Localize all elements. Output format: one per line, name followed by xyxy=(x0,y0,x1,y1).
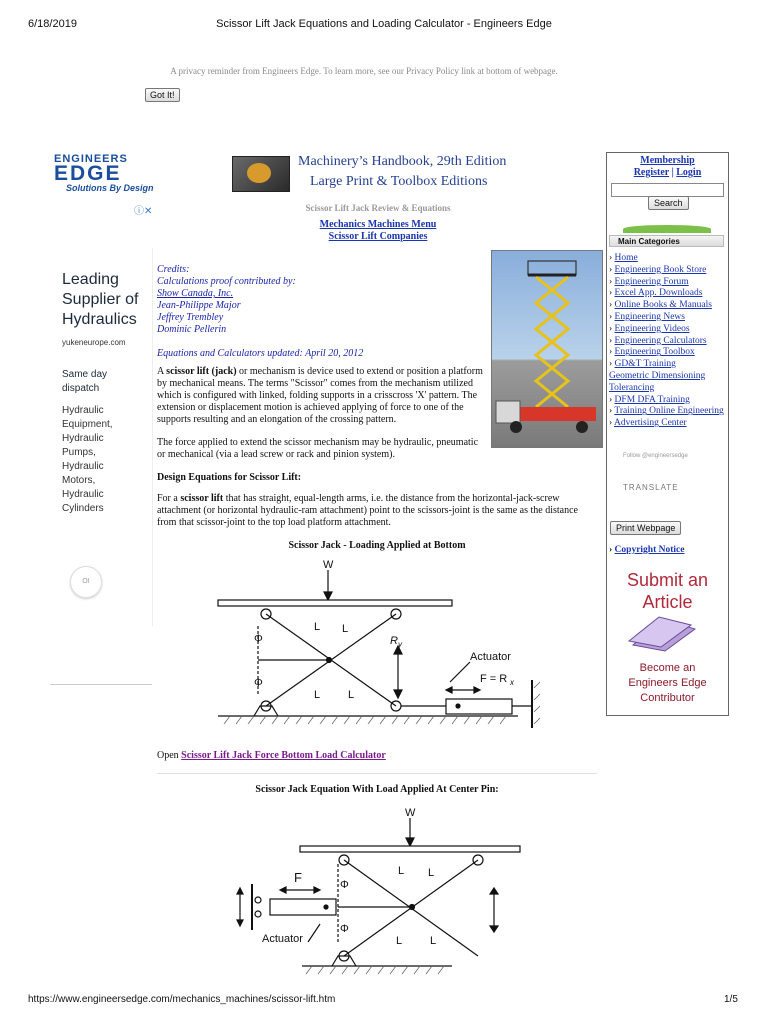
nav-link-scissor-companies[interactable]: Scissor Lift Companies xyxy=(328,231,428,242)
svg-text:L: L xyxy=(396,935,403,947)
fig2-actuator-label: Actuator xyxy=(262,933,303,945)
machinery-handbook-banner[interactable] xyxy=(228,152,528,194)
register-link[interactable]: Register xyxy=(633,167,670,178)
right-sidebar xyxy=(606,152,729,716)
svg-text:L: L xyxy=(430,935,437,947)
svg-text:x: x xyxy=(510,678,514,687)
category-link[interactable]: Engineering Toolbox xyxy=(614,347,695,358)
membership-link[interactable]: Membership xyxy=(640,155,695,166)
force-paragraph: The force applied to extend the scissor mechanism may be hydraulic, pneumatic or mechanical (via a lead screw or rack and pinion system). xyxy=(157,437,479,460)
book-icon xyxy=(232,156,290,192)
print-webpage-button[interactable]: Print Webpage xyxy=(610,521,681,535)
svg-text:F: F xyxy=(294,870,302,885)
privacy-reminder: A privacy reminder from Engineers Edge. To learn more, see our Privacy Policy link at bottom of webpage. xyxy=(170,66,558,76)
nav-link-mechanics-menu[interactable]: Mechanics Machines Menu xyxy=(319,219,437,230)
fig1-actuator-label: Actuator xyxy=(470,651,511,663)
ad-button[interactable]: OI xyxy=(70,566,102,598)
left-advertisement[interactable] xyxy=(54,248,153,626)
category-link[interactable]: Engineering Videos xyxy=(614,323,690,334)
updated-date: Equations and Calculators updated: April 20, 2012 xyxy=(157,348,364,359)
svg-text:Φ: Φ xyxy=(254,633,263,645)
page-subtitle: Scissor Lift Jack Review & Equations xyxy=(305,203,451,213)
figure1-caption: Scissor Jack - Loading Applied at Bottom xyxy=(288,540,466,551)
bottom-load-calculator-link[interactable]: Scissor Lift Jack Force Bottom Load Calculator xyxy=(181,750,386,761)
svg-text:y: y xyxy=(398,640,402,649)
footer-page-number: 1/5 xyxy=(724,994,738,1005)
svg-text:Φ: Φ xyxy=(254,677,263,689)
show-canada-link[interactable]: Show Canada, Inc. xyxy=(157,288,234,299)
category-link[interactable]: Training Online Engineering xyxy=(614,406,724,417)
category-link[interactable]: GD&T Training xyxy=(614,359,676,370)
fig2-w-label: W xyxy=(405,807,416,819)
credits-block: Credits: Calculations proof contributed by: Show Canada, Inc. Jean-Philippe Major Jeffrey Trembley Dominic Pellerin Equations and Calculators updated: April 20, 2012 xyxy=(157,264,364,359)
category-link[interactable]: Engineering Book Store xyxy=(614,264,707,275)
banner-line2: Large Print & Toolbox Editions xyxy=(310,174,488,189)
print-title: Scissor Lift Jack Equations and Loading Calculator - Engineers Edge xyxy=(216,18,552,30)
search-button[interactable]: Search xyxy=(648,196,689,210)
svg-text:L: L xyxy=(342,623,349,635)
submit-article-banner[interactable]: Submit an Article xyxy=(626,570,709,612)
membership-block: Membership Register | Login xyxy=(633,155,702,178)
search-input[interactable] xyxy=(611,183,724,197)
translate-widget[interactable]: TRANSLATE xyxy=(623,483,679,492)
become-contributor-text[interactable]: Become an Engineers Edge Contributor xyxy=(628,662,707,704)
svg-text:L: L xyxy=(398,865,405,877)
divider xyxy=(50,684,152,685)
category-list: › Home › Engineering Book Store › Engineering Forum › Excel App. Downloads › Online Books & Manuals › Engineering News › Engineering Videos › Engineering Calculators › Engineering Toolbox › GD&T Training Geometric Dimensioning Tolerancing › DFM DFA Training › Training Online Engineering › Advertising Center xyxy=(609,253,724,429)
ad-url: yukeneurope.com xyxy=(62,338,126,347)
scissor-lift-photo xyxy=(491,250,603,448)
copyright-block: › Copyright Notice xyxy=(609,545,685,555)
divider xyxy=(157,773,597,774)
intro-paragraph: A scissor lift (jack) or mechanism is device used to extend or position a platform by mechanical means. The terms "Scissor" comes from the mechanism utilized which is configured with linked, folding supports in a crisscross 'X' pattern. The extension or displacement motion is achieved applying of force to one of the supports resulting and an elongation of the crossing pattern. xyxy=(157,366,483,425)
login-link[interactable]: Login xyxy=(676,167,702,178)
ad-body: Hydraulic Equipment, Hydraulic Pumps, Hydraulic Motors, Hydraulic Cylinders xyxy=(62,405,113,514)
category-link[interactable]: Advertising Center xyxy=(614,418,687,429)
logo-line2: EDGE xyxy=(54,162,122,185)
got-it-button[interactable]: Got It! xyxy=(145,88,180,102)
category-link[interactable]: Engineering Calculators xyxy=(614,335,707,346)
equal-arms-paragraph: For a scissor lift that has straight, equal-length arms, i.e. the distance from the horizontal-jack-screw attachment (or horizontal hydraulic-ram attachment) point to the scissors-joint is the same as the distance from that scissor-joint to the top load platform attachment. xyxy=(157,493,578,528)
figure2-caption: Scissor Jack Equation With Load Applied At Center Pin: xyxy=(255,784,499,795)
figure1-diagram xyxy=(214,556,544,734)
svg-text:Φ: Φ xyxy=(340,923,349,935)
category-link-gdt[interactable]: Geometric Dimensioning Tolerancing xyxy=(609,370,706,393)
ad-subhead: Same day dispatch xyxy=(62,369,108,394)
category-link[interactable]: DFM DFA Training xyxy=(614,394,690,405)
svg-text:R: R xyxy=(390,635,398,647)
ad-headline: Leading Supplier of Hydraulics xyxy=(62,271,139,328)
site-logo[interactable] xyxy=(54,153,154,193)
fig1-w-label: W xyxy=(323,559,334,571)
logo-line1: ENGINEERS xyxy=(54,153,128,165)
main-categories-header: Main Categories xyxy=(609,235,724,247)
category-link[interactable]: Engineering News xyxy=(614,311,685,322)
print-date: 6/18/2019 xyxy=(28,18,77,30)
decorative-arc xyxy=(623,225,711,233)
paper-stack-icon xyxy=(623,615,699,653)
svg-text:L: L xyxy=(314,621,321,633)
svg-text:L: L xyxy=(348,689,355,701)
open-calculator-line: Open Scissor Lift Jack Force Bottom Load Calculator xyxy=(157,750,386,761)
category-link[interactable]: Home xyxy=(614,253,638,263)
category-link[interactable]: Excel App. Downloads xyxy=(614,288,703,299)
design-equations-heading: Design Equations for Scissor Lift: xyxy=(157,472,302,483)
footer-url: https://www.engineersedge.com/mechanics_machines/scissor-lift.htm xyxy=(28,994,336,1005)
svg-text:L: L xyxy=(314,689,321,701)
figure2-diagram xyxy=(232,804,532,978)
svg-text:F = R: F = R xyxy=(480,673,508,685)
svg-text:Φ: Φ xyxy=(340,879,349,891)
category-link[interactable]: Engineering Forum xyxy=(614,276,689,287)
follow-twitter-button[interactable]: Follow @engineersedge xyxy=(623,453,688,459)
svg-text:L: L xyxy=(428,867,435,879)
category-link[interactable]: Online Books & Manuals xyxy=(614,300,712,311)
copyright-link[interactable]: Copyright Notice xyxy=(614,545,685,555)
logo-tagline: Solutions By Design xyxy=(66,183,154,193)
banner-line1: Machinery’s Handbook, 29th Edition xyxy=(298,154,507,169)
adchoices-icon[interactable]: ⓘ✕ xyxy=(134,206,153,217)
